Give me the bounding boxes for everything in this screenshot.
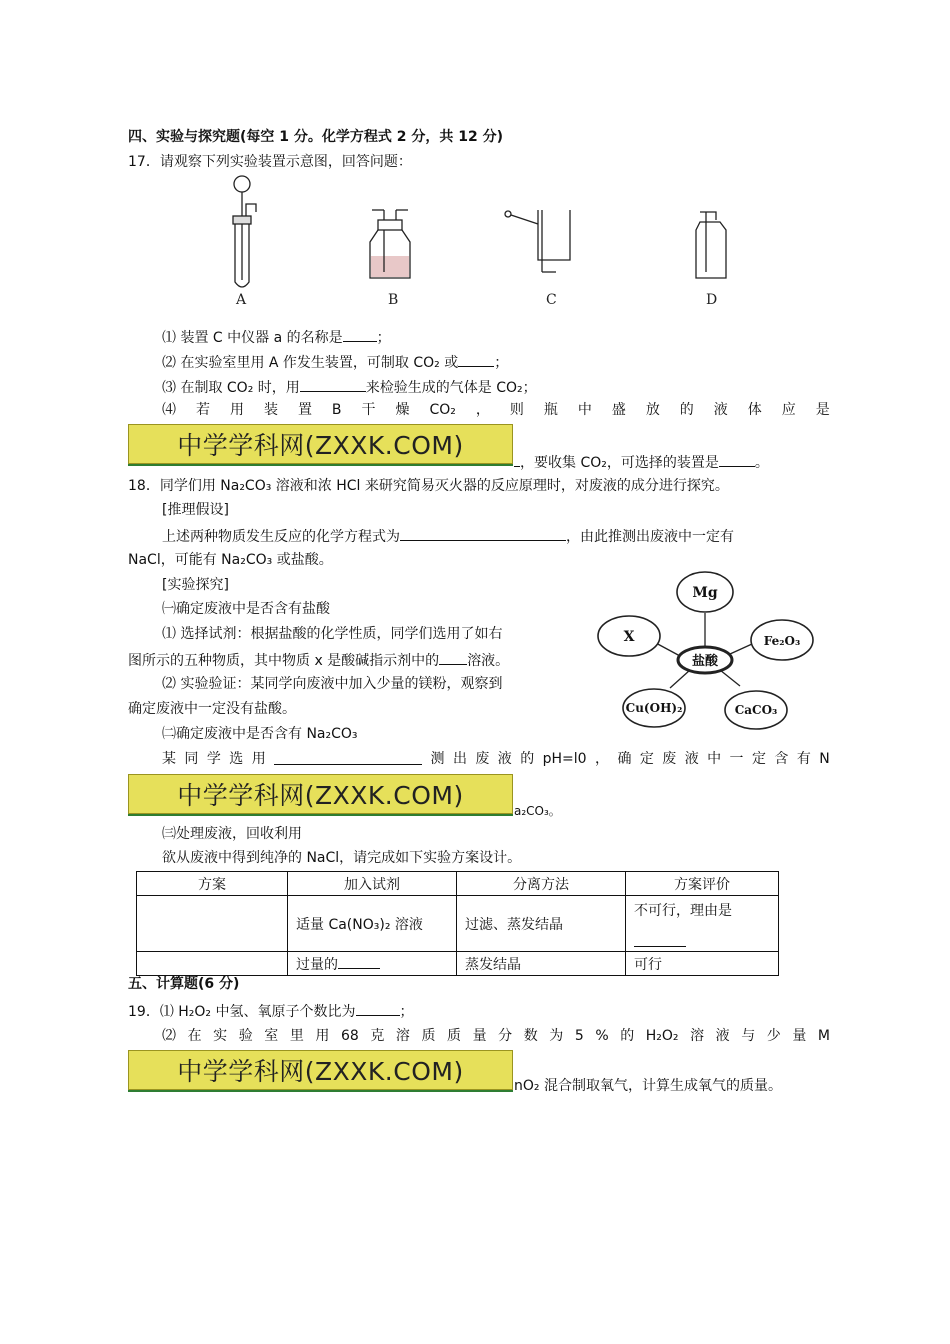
node-label-hcl: 盐酸	[691, 654, 719, 669]
q17-p4-word: 用	[229, 402, 244, 418]
q19-p2-word: 克	[370, 1028, 385, 1044]
q18-line1b: ，由此推测出废液中一定有	[566, 529, 734, 545]
q18-stem: 18．同学们用 Na₂CO₃ 溶液和浓 HCl 来研究简易灭火器的反应原理时，对废液的成分进行探究。	[128, 478, 729, 494]
q17-part2	[162, 352, 508, 372]
q19-part2-line	[162, 1027, 830, 1045]
table-header-cell: 方案	[137, 872, 288, 896]
q18-line1	[162, 526, 734, 546]
apparatus-label-b: B	[388, 292, 399, 308]
q19-p2-word: 为	[549, 1028, 564, 1044]
q18-equation-blank[interactable]	[400, 526, 566, 541]
q18-p2-word: 废	[475, 751, 490, 767]
q18-p2-word: 废	[662, 751, 677, 767]
q19-p2-word: 分	[498, 1028, 513, 1044]
q19-p1-end: ；	[399, 1004, 414, 1020]
q17-part4-line	[162, 401, 830, 419]
apparatus-label-a: A	[236, 292, 247, 308]
reagent-blank[interactable]	[338, 954, 380, 969]
q17-p4-end-text: ，要收集 CO₂，可选择的装置是	[520, 455, 719, 471]
q18-p2-word: 测	[430, 751, 445, 767]
q17-part4-end	[514, 452, 769, 472]
q17-stem: 17．请观察下列实验装置示意图，回答问题：	[128, 154, 412, 170]
q17-p4-word: 燥	[395, 402, 410, 418]
table-row	[137, 896, 779, 952]
q17-p4-word: 则	[509, 402, 524, 418]
q18-p2-word: N	[819, 751, 830, 767]
q18-part2: ㈡确定废液中是否含有 Na₂CO₃	[162, 726, 358, 742]
q18-p2-word: 用	[251, 751, 266, 767]
q18-p2-word: 一	[729, 751, 744, 767]
q17-p1-blank[interactable]	[343, 327, 377, 342]
section4-title: 四、实验与探究题(每空 1 分。化学方程式 2 分，共 12 分)	[128, 129, 504, 145]
q18-p2-word: 液	[684, 751, 699, 767]
q17-p4-word: ⑷	[162, 402, 176, 418]
q19-part1	[128, 1001, 414, 1021]
acid-property-diagram	[594, 568, 824, 734]
q18-s2a: ⑵ 实验验证：某同学向废液中加入少量的镁粉，观察到	[162, 676, 503, 692]
apparatus-c-icon	[505, 210, 570, 272]
q17-p4-word: ，	[475, 402, 490, 418]
reagent-label: 过量的	[296, 956, 338, 973]
q19-p2-word: 5	[574, 1028, 584, 1044]
apparatus-label-d: D	[706, 292, 718, 308]
q18-p2-word: 有	[796, 751, 811, 767]
q19-p2-word: 验	[238, 1028, 253, 1044]
q17-p4-end2: 。	[754, 455, 769, 471]
q18-ph-reagent-blank[interactable]	[274, 750, 422, 765]
q19-p2-word: 溶	[690, 1028, 705, 1044]
q17-p4-word: B	[331, 402, 342, 418]
q18-part1: ㈠确定废液中是否含有盐酸	[162, 601, 330, 617]
table-cell: 蒸发结晶	[457, 952, 626, 976]
q17-p4-word: 瓶	[543, 402, 558, 418]
q18-part2-line	[162, 750, 830, 768]
q17-p2-end: ；	[494, 355, 509, 371]
q18-tag-experiment: [实验探究]	[162, 577, 229, 593]
q19-p2-word: %	[595, 1028, 609, 1044]
q19-p2-word: H₂O₂	[645, 1028, 679, 1044]
q18-p2-word: 中	[707, 751, 722, 767]
q17-p4-word: 置	[297, 402, 312, 418]
apparatus-figure	[200, 172, 760, 312]
table-header-row	[137, 872, 779, 896]
q18-indicator-blank[interactable]	[439, 650, 467, 665]
table-cell-reagent	[288, 952, 457, 976]
q17-p4-word: 放	[645, 402, 660, 418]
q18-part3-desc: 欲从废液中得到纯净的 NaCl，请完成如下实验方案设计。	[162, 850, 522, 866]
q19-p2-word: 液	[715, 1028, 730, 1044]
q19-p2-word: 68	[340, 1028, 359, 1044]
node-label-fe2o3: Fe₂O₃	[763, 634, 801, 648]
q17-p3b-text: 来检验生成的气体是 CO₂；	[365, 380, 537, 396]
q17-part1	[162, 327, 391, 347]
node-label-mg: Mg	[692, 585, 718, 601]
q19-p2-word: M	[817, 1028, 830, 1044]
apparatus-b-icon	[370, 210, 410, 278]
q18-p2-word: 定	[639, 751, 654, 767]
q18-p2-word: 学	[206, 751, 221, 767]
table-cell: 可行	[626, 952, 779, 976]
node-label-caco3: CaCO₃	[734, 703, 778, 717]
node-label-x: X	[623, 629, 635, 645]
q17-p4-word: 中	[577, 402, 592, 418]
table-cell	[137, 952, 288, 976]
table-header-cell: 分离方法	[457, 872, 626, 896]
table-cell	[137, 896, 288, 952]
q19-p2-word: 里	[289, 1028, 304, 1044]
q19-ratio-blank[interactable]	[356, 1001, 400, 1016]
watermark-logo: 中学学科网(ZXXK.COM)	[128, 1050, 513, 1090]
table-cell: 适量 Ca(NO₃)₂ 溶液	[288, 896, 457, 952]
q17-p4-blank2[interactable]	[719, 452, 755, 467]
q17-p4-word: 装	[263, 402, 278, 418]
q19-p2-word: 数	[523, 1028, 538, 1044]
apparatus-label-c: C	[546, 292, 557, 308]
q17-p4-word: 体	[747, 402, 762, 418]
q18-s2b: 确定废液中一定没有盐酸。	[128, 701, 296, 717]
section5-title: 五、计算题(6 分)	[128, 976, 240, 992]
q19-part2-tail: nO₂ 混合制取氧气，计算生成氧气的质量。	[514, 1078, 782, 1094]
q19-p1-text: 19．⑴ H₂O₂ 中氢、氧原子个数比为	[128, 1004, 356, 1020]
q17-p3-blank[interactable]	[300, 377, 366, 392]
q19-p2-word: 实	[213, 1028, 228, 1044]
apparatus-d-icon	[696, 212, 726, 278]
watermark-logo: 中学学科网(ZXXK.COM)	[128, 774, 513, 814]
q18-p2-word: 确	[617, 751, 632, 767]
q17-p4-word: 盛	[611, 402, 626, 418]
q18-s1b-end: 溶液。	[467, 653, 510, 669]
q18-p2-word: ，	[595, 751, 610, 767]
q18-tag-hypothesis: [推理假设]	[162, 502, 229, 518]
q17-p3a-text: ⑶ 在制取 CO₂ 时，用	[162, 380, 300, 396]
q19-p2-word: 室	[264, 1028, 279, 1044]
q19-p2-word: 少	[766, 1028, 781, 1044]
q17-p4-word: CO₂	[429, 402, 456, 418]
q19-p2-word: ⑵	[162, 1028, 176, 1044]
q18-part3: ㈢处理废液，回收利用	[162, 826, 302, 842]
q19-p2-word: 量	[472, 1028, 487, 1044]
q17-p4-word: 若	[195, 402, 210, 418]
q17-p4-word: 的	[679, 402, 694, 418]
table-row	[137, 952, 779, 976]
table-cell-reason	[626, 896, 779, 952]
table-cell: 过滤、蒸发结晶	[457, 896, 626, 952]
reason-label: 不可行，理由是	[634, 903, 732, 919]
q18-p2-word: 含	[774, 751, 789, 767]
q17-p2-blank[interactable]	[458, 352, 494, 367]
q18-p2-word: 出	[452, 751, 467, 767]
q19-p2-word: 用	[315, 1028, 330, 1044]
q18-p2-word: 同	[184, 751, 199, 767]
q18-p2-word: 定	[751, 751, 766, 767]
q17-p4-word: 液	[713, 402, 728, 418]
q18-s1a: ⑴ 选择试剂：根据盐酸的化学性质，同学们选用了如右	[162, 626, 503, 642]
q19-p2-word: 在	[187, 1028, 202, 1044]
q19-p2-word: 溶	[395, 1028, 410, 1044]
q18-p2-word: pH=l0	[542, 751, 587, 767]
reason-blank[interactable]	[634, 932, 686, 947]
q18-p2-word: 选	[229, 751, 244, 767]
q17-p1-text: ⑴ 装置 C 中仪器 a 的名称是	[162, 330, 343, 346]
table-header-cell: 方案评价	[626, 872, 779, 896]
q17-p4-word: 应	[781, 402, 796, 418]
q18-s1b-line	[128, 650, 509, 670]
q18-p2-word: 液	[497, 751, 512, 767]
apparatus-a-icon	[233, 176, 256, 287]
q19-p2-word: 与	[741, 1028, 756, 1044]
q18-part2-tail: a₂CO₃。	[514, 804, 561, 818]
q17-part3	[162, 377, 537, 397]
scheme-table	[136, 871, 779, 976]
q19-p2-word: 质	[447, 1028, 462, 1044]
q19-p2-word: 质	[421, 1028, 436, 1044]
q19-p2-word: 量	[792, 1028, 807, 1044]
q18-line2: NaCl，可能有 Na₂CO₃ 或盐酸。	[128, 552, 333, 568]
q18-s1b: 图所示的五种物质，其中物质 x 是酸碱指示剂中的	[128, 653, 440, 669]
watermark-logo: 中学学科网(ZXXK.COM)	[128, 424, 513, 464]
q19-p2-word: 的	[620, 1028, 635, 1044]
table-header-cell: 加入试剂	[288, 872, 457, 896]
q17-p4-word: 干	[361, 402, 376, 418]
node-label-cuoh2: Cu(OH)₂	[625, 701, 683, 715]
q17-p4-word: 是	[815, 402, 830, 418]
q18-line1a: 上述两种物质发生反应的化学方程式为	[162, 529, 400, 545]
q18-p2-word: 某	[162, 751, 176, 767]
q17-p1-end: ；	[376, 330, 391, 346]
q17-p2-text: ⑵ 在实验室里用 A 作发生装置，可制取 CO₂ 或	[162, 355, 459, 371]
q18-p2-word: 的	[520, 751, 535, 767]
